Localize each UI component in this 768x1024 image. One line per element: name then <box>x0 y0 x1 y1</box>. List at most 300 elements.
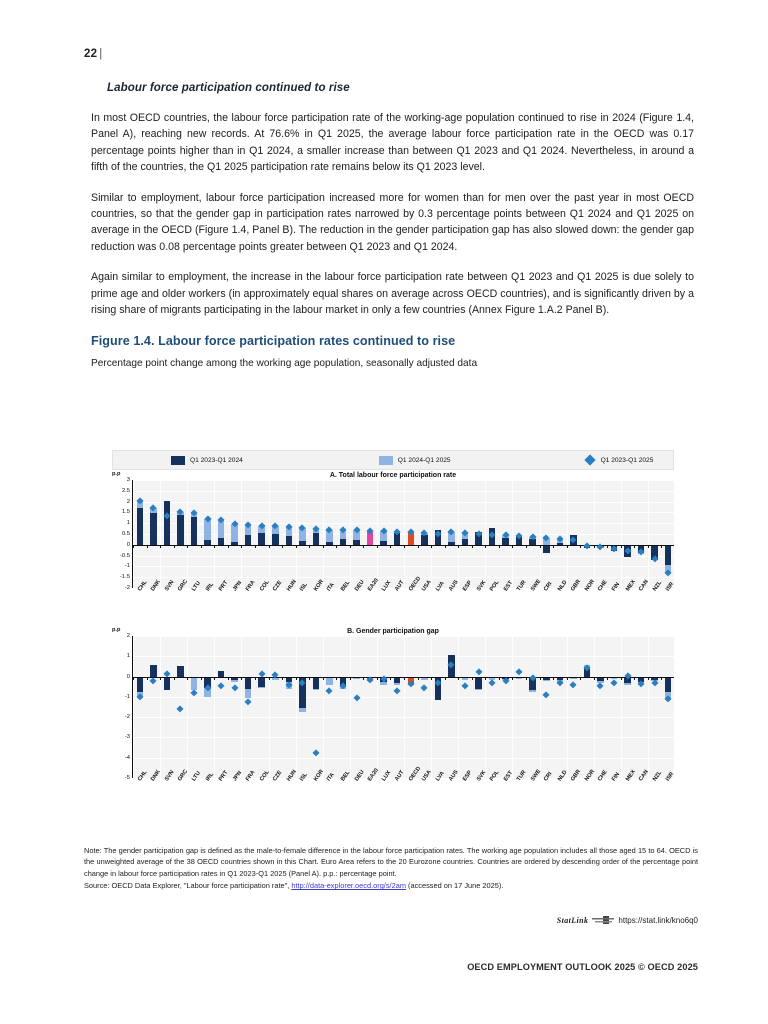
data-point-marker <box>231 684 238 691</box>
x-axis-tick-label: KOR <box>312 768 325 783</box>
bar <box>272 534 279 545</box>
x-axis-tick <box>147 545 148 548</box>
statlink-icon <box>592 916 614 924</box>
x-axis-tick <box>499 677 500 680</box>
y-axis-tick-label: 2 <box>126 498 130 505</box>
x-axis-tick-label: HUN <box>285 579 298 593</box>
body-content <box>91 82 694 381</box>
x-axis-tick <box>485 545 486 548</box>
x-axis-tick <box>147 677 148 680</box>
x-axis-tick-label: TUR <box>516 769 528 783</box>
x-axis-tick <box>363 677 364 680</box>
x-axis-tick <box>621 545 622 548</box>
x-axis-tick-label: NZL <box>651 580 663 593</box>
x-axis-tick-label: COL <box>258 579 271 593</box>
x-axis-tick-label: NOR <box>583 768 596 783</box>
x-axis-tick-label: LUX <box>380 579 393 593</box>
bar <box>191 517 198 545</box>
y-axis-tick-label: -0.5 <box>120 552 130 559</box>
bar <box>258 677 265 687</box>
legend-item-q1-2023-2024 <box>171 456 243 465</box>
x-axis-tick <box>390 545 391 548</box>
x-axis-tick-label: LVA <box>434 580 446 593</box>
x-axis-tick-label: EA20 <box>367 767 381 783</box>
x-axis-tick-label: BEL <box>340 769 352 783</box>
x-axis-tick <box>133 545 134 548</box>
gridline-vertical <box>323 636 324 778</box>
gridline-vertical <box>404 636 405 778</box>
bar <box>150 513 157 544</box>
x-axis-tick <box>350 677 351 680</box>
x-axis-tick-label: HUN <box>285 769 298 783</box>
x-axis-tick <box>214 677 215 680</box>
data-point-marker <box>353 694 360 701</box>
statlink-label: StatLink <box>556 916 589 925</box>
x-axis-tick <box>282 545 283 548</box>
statlink-url[interactable]: https://stat.link/kno6q0 <box>618 916 698 925</box>
x-axis-tick-label: AUT <box>394 769 406 783</box>
x-axis-tick-label: ISR <box>665 771 676 783</box>
x-axis-tick-label: NZL <box>651 770 663 783</box>
y-axis-tick-label: -1 <box>124 693 130 700</box>
data-point-marker <box>407 681 414 688</box>
x-axis-tick-label: TUR <box>516 579 528 593</box>
gridline-vertical <box>133 636 134 778</box>
data-point-marker <box>516 668 523 675</box>
bar <box>421 535 428 545</box>
bar <box>231 680 238 682</box>
x-axis-tick <box>661 545 662 548</box>
gridline-vertical <box>296 636 297 778</box>
y-axis-tick-label: -2 <box>124 585 130 591</box>
bar <box>543 680 550 682</box>
x-axis-tick-label: CHL <box>136 769 149 783</box>
y-axis-tick-label: -3 <box>124 734 130 741</box>
x-axis-tick <box>607 545 608 548</box>
legend-label: Q1 2023-Q1 2024 <box>190 456 243 464</box>
gridline-vertical <box>567 480 568 588</box>
legend-square-icon <box>379 456 393 465</box>
data-point-marker <box>312 749 319 756</box>
bar <box>543 545 550 554</box>
x-axis-tick-label: DNK <box>150 769 163 783</box>
x-axis-tick <box>241 677 242 680</box>
x-axis-tick-label: AUT <box>394 579 406 593</box>
x-axis-tick-label: FIN <box>611 581 622 593</box>
gridline-vertical <box>323 480 324 588</box>
bar <box>624 683 631 685</box>
gridline-vertical <box>269 636 270 778</box>
x-axis-tick <box>336 677 337 680</box>
x-axis-tick <box>187 677 188 680</box>
bar <box>164 677 171 690</box>
x-axis-tick-label: SWE <box>529 578 542 593</box>
gridline-vertical <box>160 480 161 588</box>
x-axis-tick-label: GBR <box>570 768 583 783</box>
bar <box>286 536 293 545</box>
gridline-vertical <box>594 636 595 778</box>
x-axis-tick-label: LTU <box>190 580 202 593</box>
x-axis-tick <box>255 677 256 680</box>
bar <box>326 678 333 685</box>
x-axis-tick <box>418 545 419 548</box>
data-point-marker <box>421 684 428 691</box>
note-text: Note: The gender participation gap is defined as the male-to-female difference in the labour force participation rates. The working age population includes all those aged 15 to 64. OECD is the unweighted average of the 38 OECD countries shown in this Chart. Euro Area refers to the 20 Eurozone countries. Countries are ordered by descending order of the percentage point change in labour force participation rates in Q1 2023-Q1 2025 (Panel A). p.p.: percentage point. <box>84 846 698 878</box>
panel-b-y-axis <box>112 633 132 781</box>
x-axis-tick <box>241 545 242 548</box>
x-axis-tick-label: DEU <box>353 769 366 783</box>
x-axis-tick <box>431 545 432 548</box>
y-axis-tick-label: 0 <box>126 541 130 548</box>
x-axis-tick <box>133 677 134 680</box>
y-axis-tick-label: -4 <box>124 754 130 761</box>
data-point-marker <box>610 679 617 686</box>
x-axis-tick <box>512 545 513 548</box>
x-axis-tick-label: EST <box>502 770 514 783</box>
panel-a-y-unit: p.p <box>112 471 121 477</box>
bar <box>137 508 144 545</box>
x-axis-tick <box>214 545 215 548</box>
y-axis-tick-label: 2.5 <box>121 487 130 494</box>
section-heading: Labour force participation continued to rise <box>107 82 350 94</box>
gridline-vertical <box>241 636 242 778</box>
y-axis-tick-label: -1.5 <box>120 574 130 581</box>
x-axis-tick-label: ITA <box>326 581 337 593</box>
x-axis-tick-label: NLD <box>556 769 569 783</box>
gridline-vertical <box>404 480 405 588</box>
page-number-value: 22 <box>84 48 98 60</box>
x-axis-tick-label: MEX <box>624 579 637 593</box>
x-axis-tick-label: CAN <box>638 769 650 783</box>
x-axis-tick <box>201 677 202 680</box>
x-axis-tick <box>553 677 554 680</box>
bar <box>313 689 320 690</box>
x-axis-tick <box>296 545 297 548</box>
gridline-vertical <box>485 636 486 778</box>
bar <box>150 665 157 676</box>
x-axis-tick <box>485 677 486 680</box>
bar <box>421 678 428 680</box>
x-axis-tick-label: PRT <box>218 579 230 593</box>
panel-b-y-unit: p.p <box>112 627 121 633</box>
data-point-marker <box>326 688 333 695</box>
figure-title: Figure 1.4. Labour force participation rates continued to rise <box>91 334 456 349</box>
y-axis-tick-label: -1 <box>124 563 130 570</box>
x-axis-tick-label: POL <box>489 769 501 783</box>
x-axis-tick <box>526 677 527 680</box>
x-axis-tick <box>621 677 622 680</box>
x-axis-tick-label: PRT <box>218 769 230 783</box>
page-number-separator: | <box>99 48 103 60</box>
x-axis-tick-label: CRI <box>543 771 554 783</box>
gridline-vertical <box>269 480 270 588</box>
x-axis-tick-label: USA <box>421 579 434 593</box>
bar <box>529 690 536 692</box>
x-axis-tick <box>404 545 405 548</box>
gridline-vertical <box>458 636 459 778</box>
x-axis-tick-label: SVK <box>475 769 488 783</box>
x-axis-tick <box>526 545 527 548</box>
bar <box>475 677 482 690</box>
chart-panel-b <box>112 628 674 812</box>
y-axis-tick-label: -2 <box>124 714 130 721</box>
bar <box>137 677 144 692</box>
x-axis-tick-label: CZE <box>272 769 284 783</box>
page-footer: OECD EMPLOYMENT OUTLOOK 2025 © OECD 2025 <box>467 962 698 972</box>
x-axis-tick <box>187 545 188 548</box>
x-axis-tick-label: IRL <box>204 771 215 783</box>
x-axis-tick <box>594 545 595 548</box>
x-axis-tick-label: GRC <box>177 578 190 593</box>
x-axis-tick-label: FRA <box>245 579 257 593</box>
data-point-marker <box>583 542 590 549</box>
y-axis-tick-label: 3 <box>126 477 130 483</box>
x-axis-tick <box>160 545 161 548</box>
x-axis-tick-label: ESP <box>461 769 474 783</box>
x-axis-tick-label: FIN <box>611 771 622 783</box>
x-axis-tick-label: JPN <box>231 770 243 783</box>
source-line <box>84 880 698 891</box>
bar <box>665 677 672 692</box>
x-axis-tick-label: OECD <box>407 765 422 783</box>
gridline-vertical <box>512 636 513 778</box>
x-axis-tick-label: LUX <box>380 769 393 783</box>
x-axis-tick <box>472 677 473 680</box>
data-point-marker <box>150 677 157 684</box>
panel-a-plot <box>132 480 674 588</box>
x-axis-tick <box>634 545 635 548</box>
gridline-vertical <box>214 480 215 588</box>
x-axis-tick <box>458 677 459 680</box>
gridline-vertical <box>296 480 297 588</box>
page-number <box>84 48 103 60</box>
bar <box>502 538 509 544</box>
x-axis-tick <box>445 545 446 548</box>
bar <box>218 538 225 544</box>
x-axis-tick-label: ESP <box>461 579 474 593</box>
bar <box>299 708 306 712</box>
x-axis-tick <box>228 545 229 548</box>
gridline-vertical <box>458 480 459 588</box>
x-axis-tick <box>418 677 419 680</box>
bar <box>164 501 171 545</box>
gridline-vertical <box>540 636 541 778</box>
legend-label: Q1 2023-Q1 2025 <box>600 456 654 464</box>
x-axis-tick <box>567 677 568 680</box>
x-axis-tick <box>350 545 351 548</box>
chart-panel-a <box>112 472 674 622</box>
x-axis-tick <box>377 677 378 680</box>
x-axis-tick <box>309 545 310 548</box>
bar <box>258 687 265 688</box>
x-axis-tick-label: FRA <box>245 769 257 783</box>
y-axis-tick-label: 1 <box>126 520 130 527</box>
x-axis-tick <box>255 545 256 548</box>
data-point-marker <box>177 705 184 712</box>
paragraph-2: Similar to employment, labour force participation increased more for women than for men over the past year in most OECD countries, so that the gender gap in participation rates narrowed by 0.3 percentage points between Q1 2024 and Q1 2025 on average in the OECD (Figure 1.4, Panel B). The reduction in the gender participation gap has also slowed down: the gender gap reduction was 0.08 percentage points greater between Q1 2023 and Q1 2024. <box>91 191 694 253</box>
gridline-vertical <box>594 480 595 588</box>
data-point-marker <box>488 679 495 686</box>
data-point-marker <box>394 688 401 695</box>
gridline-vertical <box>567 636 568 778</box>
gridline-vertical <box>187 636 188 778</box>
gridline-vertical <box>648 480 649 588</box>
x-axis-tick <box>607 677 608 680</box>
x-axis-tick-label: GBR <box>570 578 583 593</box>
x-axis-tick-label: IRL <box>204 581 215 593</box>
x-axis-tick-label: SVN <box>163 769 176 783</box>
x-axis-tick <box>540 545 541 548</box>
x-axis-tick <box>648 545 649 548</box>
x-axis-tick-label: AUS <box>448 769 461 783</box>
x-axis-tick <box>377 545 378 548</box>
y-axis-tick-label: 2 <box>126 633 130 639</box>
x-axis-tick <box>553 545 554 548</box>
gridline-vertical <box>648 636 649 778</box>
legend-item-q1-2023-2025 <box>586 456 654 464</box>
x-axis-tick-label: GRC <box>177 768 190 783</box>
x-axis-tick-label: USA <box>421 769 434 783</box>
data-point-marker <box>461 683 468 690</box>
x-axis-tick <box>336 545 337 548</box>
y-axis-tick-label: -5 <box>124 775 130 781</box>
gridline-vertical <box>241 480 242 588</box>
data-point-marker <box>475 668 482 675</box>
x-axis-tick-label: POL <box>489 579 501 593</box>
gridline-vertical <box>540 480 541 588</box>
x-axis-tick <box>472 545 473 548</box>
bar <box>177 515 184 545</box>
x-axis-tick-label: CHE <box>597 579 610 593</box>
bar <box>245 677 252 690</box>
bar <box>394 683 401 685</box>
x-axis-tick-label: DEU <box>353 579 366 593</box>
gridline-vertical <box>621 636 622 778</box>
chart-legend <box>112 450 674 470</box>
source-link[interactable]: http://data-explorer.oecd.org/s/2am <box>291 881 406 891</box>
bar <box>177 666 184 677</box>
paragraph-3: Again similar to employment, the increase in the labour force participation rate between Q1 2023 and Q1 2025 is due solely to prime age and older workers (in approximately equal shares on average across OECD countries), and is significantly driven by a rising share of migrants participating in the labour market in only a few countries (Annex Figure 1.A.2 Panel B). <box>91 271 694 317</box>
x-axis-tick <box>201 545 202 548</box>
legend-square-icon <box>171 456 185 465</box>
panel-b-title: B. Gender participation gap <box>347 628 439 635</box>
x-axis-tick-label: LVA <box>434 770 446 783</box>
x-axis-tick <box>580 545 581 548</box>
x-axis-tick-label: OECD <box>407 575 422 593</box>
x-axis-tick <box>282 677 283 680</box>
x-axis-tick-label: NLD <box>556 579 569 593</box>
x-axis-tick <box>661 677 662 680</box>
figure-notes <box>84 845 698 892</box>
gridline-vertical <box>187 480 188 588</box>
x-axis-tick <box>458 545 459 548</box>
gridline-vertical <box>214 636 215 778</box>
legend-diamond-icon <box>584 454 595 465</box>
source-suffix: (accessed on 17 June 2025). <box>405 881 504 891</box>
gridline-vertical <box>431 636 432 778</box>
x-axis-tick-label: BEL <box>340 579 352 593</box>
x-axis-tick <box>323 545 324 548</box>
x-axis-tick-label: ISR <box>665 581 676 593</box>
x-axis-tick <box>269 545 270 548</box>
bar <box>313 677 320 690</box>
legend-label: Q1 2024-Q1 2025 <box>397 456 451 464</box>
bar <box>245 535 252 545</box>
x-axis-tick-label: SWE <box>529 768 542 783</box>
x-axis-tick <box>512 677 513 680</box>
bar <box>570 678 577 680</box>
paragraph-1: In most OECD countries, the labour force participation rate of the working-age population continued to rise in 2024 (Figure 1.4, Panel A), reaching new records. At 76.6% in Q1 2025, the average labour force participation rate in the OECD was 0.17 percentage points higher than in Q1 2024, a smaller increase than between Q1 2023 and Q1 2024. Nevertheless, in around a fifth of the countries, the Q1 2025 participation rate remains below its Q1 2023 level. <box>91 112 694 174</box>
x-axis-tick <box>390 677 391 680</box>
x-axis-tick <box>634 677 635 680</box>
bar <box>475 689 482 690</box>
figure-subtitle: Percentage point change among the working age population, seasonally adjusted data <box>91 358 478 370</box>
x-axis-tick <box>160 677 161 680</box>
x-axis-tick <box>567 545 568 548</box>
gridline-vertical <box>350 636 351 778</box>
source-prefix: Source: OECD Data Explorer, "Labour force participation rate", <box>84 881 292 891</box>
data-point-marker <box>597 683 604 690</box>
gridline-vertical <box>621 480 622 588</box>
x-axis-tick <box>269 677 270 680</box>
data-point-marker <box>217 682 224 689</box>
x-axis-tick-label: CZE <box>272 579 284 593</box>
x-axis-tick <box>648 677 649 680</box>
bar <box>665 545 672 566</box>
x-axis-tick <box>323 677 324 680</box>
x-axis-tick <box>309 677 310 680</box>
x-axis-tick <box>228 677 229 680</box>
x-axis-tick <box>431 677 432 680</box>
x-axis-tick-label: ITA <box>326 771 337 783</box>
x-axis-tick-label: CHE <box>597 769 610 783</box>
y-axis-tick-label: 0.5 <box>121 531 130 537</box>
statlink-row <box>84 916 698 925</box>
data-point-marker <box>570 681 577 688</box>
gridline-vertical <box>377 636 378 778</box>
bar <box>516 678 523 679</box>
bar <box>462 678 469 680</box>
gridline-vertical <box>160 636 161 778</box>
x-axis-tick-label: AUS <box>448 579 461 593</box>
legend-item-q1-2024-2025 <box>379 456 451 465</box>
panel-a-title: A. Total labour force participation rate <box>329 472 457 479</box>
x-axis-tick-label: DNK <box>150 579 163 593</box>
x-axis-tick-label: KOR <box>312 578 325 593</box>
x-axis-tick-label: CRI <box>543 581 554 593</box>
x-axis-tick <box>174 677 175 680</box>
y-axis-tick-label: 1 <box>126 653 130 660</box>
y-axis-tick-label: 0 <box>126 673 130 680</box>
figure-1-4 <box>112 450 674 812</box>
panel-a-x-axis <box>132 575 676 622</box>
y-axis-tick-label: 1.5 <box>121 509 130 516</box>
bar <box>258 533 265 545</box>
x-axis-tick <box>445 677 446 680</box>
panel-b-plot <box>132 636 674 778</box>
x-axis-tick <box>296 677 297 680</box>
x-axis-tick <box>404 677 405 680</box>
panel-b-x-axis <box>132 765 676 812</box>
gridline-vertical <box>133 480 134 588</box>
x-axis-tick-label: CAN <box>638 579 650 593</box>
gridline-vertical <box>485 480 486 588</box>
x-axis-tick-label: NOR <box>583 578 596 593</box>
gridline-vertical <box>431 480 432 588</box>
x-axis-tick-label: JPN <box>231 580 243 593</box>
gridline-vertical <box>377 480 378 588</box>
x-axis-tick-label: SVN <box>163 579 176 593</box>
